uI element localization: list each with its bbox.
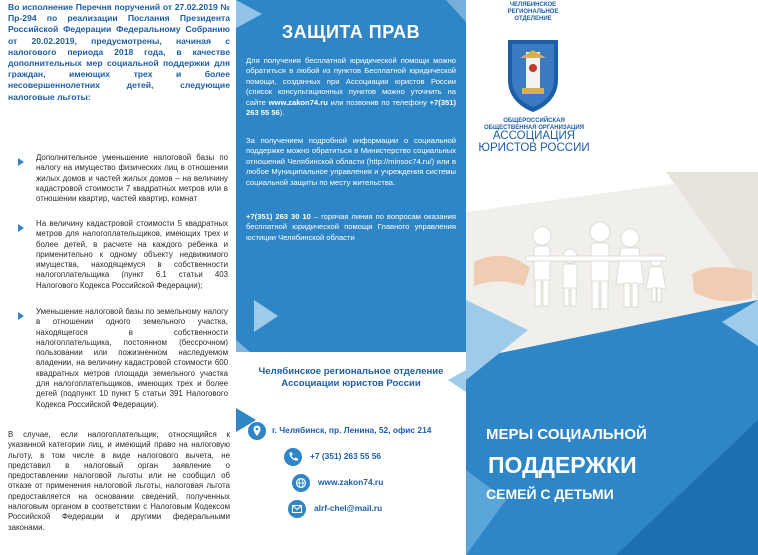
left-panel: [0, 0, 236, 555]
org-name: Челябинское региональное отделение Ассоциации юристов России: [258, 366, 444, 389]
logo-subtitle: ОБЩЕРОССИЙСКАЯ ОБЩЕСТВЕННАЯ ОРГАНИЗАЦИЯ: [483, 118, 585, 131]
bullet-item-2: На величину кадастровой стоимости 5 квадратных метров для налогоплательщиков, имеющих трех и более детей, в расчете на каждого ребенка и применительно к одному объекту недвижимого имущества, находящемуся в собственности налогоплательщика (пункт 6.1 статьи 403 Налогового Кодекса Российской Федерации);: [36, 219, 228, 290]
cover-title-line-3: СЕМЕЙ С ДЕТЬМИ: [486, 486, 614, 502]
contact-address: г. Челябинск, пр. Ленина, 52, офис 214: [236, 422, 466, 442]
rights-paragraph-3: +7(351) 263 30 10 – горячая линия по вопросам оказания бесплатной юридической помощи Главного управления юстиции Челябинской области: [246, 212, 456, 242]
logo-name: АССОЦИАЦИЯ ЮРИСТОВ РОССИИ: [478, 130, 590, 154]
bullet-item-1: Дополнительное уменьшение налоговой базы по налогу на имущество физических лиц в отношении жилых домов и частей жилых домов – на величину кадастровой стоимости 7 квадратных метров или в отношении квартир, частей квартир, комнат: [36, 153, 228, 204]
bullet-triangle-icon: [18, 312, 24, 320]
bullet-triangle-icon: [18, 224, 24, 232]
bullet-triangle-icon: [18, 158, 24, 166]
cover-title-line-1: МЕРЫ СОЦИАЛЬНОЙ: [486, 426, 647, 443]
contact-phone: +7 (351) 263 55 56: [236, 448, 466, 468]
cover-title-line-2: ПОДДЕРЖКИ: [488, 452, 637, 478]
website-link[interactable]: www.zakon74.ru: [318, 477, 384, 487]
middle-panel: [236, 0, 466, 555]
email-link[interactable]: alrf-chel@mail.ru: [314, 503, 383, 513]
rights-heading: ЗАЩИТА ПРАВ: [281, 22, 421, 42]
contact-website: [236, 474, 466, 494]
phone-icon: [284, 448, 302, 466]
contact-email: [236, 500, 466, 520]
globe-icon: [292, 474, 310, 492]
intro-text: Во исполнение Перечня поручений от 27.02.2019 № Пр-294 по реализации Послания Президента Российской Федерации Федеральному Собранию от 20.02.2019, предусмотрены, начиная с налогового периода 2018 года, в качестве дополнительных мер социальной поддержки для граждан, имеющих трех и более несовершеннолетних детей, следующие налоговые льготы:: [8, 2, 230, 102]
outro-text: В случае, если налогоплательщик, относящийся к указанной категории лиц, и имеющий право на налоговую льготу, в том числе в виде налогового вычета, не представил в налоговый орган заявление о предоставлении налоговой льготы или не сообщил об отказе от применения налоговой льготы, налоговая льгота предоставляется на основании сведений, полученных налоговым органом в соответствии с Налоговым Кодексом Российской Федерации и другими федеральными законами.: [8, 430, 230, 532]
location-icon: [248, 422, 266, 440]
logo-top-text: ЧЕЛЯБИНСКОЕ РЕГИОНАЛЬНОЕ ОТДЕЛЕНИЕ: [507, 2, 559, 22]
rights-paragraph-2: За получением подробной информации о социальной поддержке можно обратиться в Министерство социальных отношений Челябинской области (http://minsoc74.ru/) или в любое Муниципальное управления и учреждения системы социальной защиты по месту жительства.: [246, 136, 456, 187]
right-panel: [466, 0, 758, 555]
rights-paragraph-1: Для получения бесплатной юридической помощи можно обратиться в любой из пунктов Бесплатной юридической помощи, созданных при Ассоциации юристов России (список консультационных пунктов можно уточнить на сайте www.zakon74.ru или позвонив по телефону +7(351) 263 55 56).: [246, 56, 456, 118]
email-icon: [288, 500, 306, 518]
rights-block: [236, 0, 466, 352]
bullet-item-3: Уменьшение налоговой базы по земельному налогу в отношении одного земельного участка, находящегося в собственности налогоплательщика, постоянном (бессрочном) пользовании или пожизненном наследуемом владении, на величину кадастровой стоимости 600 квадратных метров площади земельного участка для налогоплательщиков, имеющих трех и более детей (подпункт 10 пункт 5 статьи 391 Налогового Кодекса Российской Федерации).: [36, 307, 228, 409]
